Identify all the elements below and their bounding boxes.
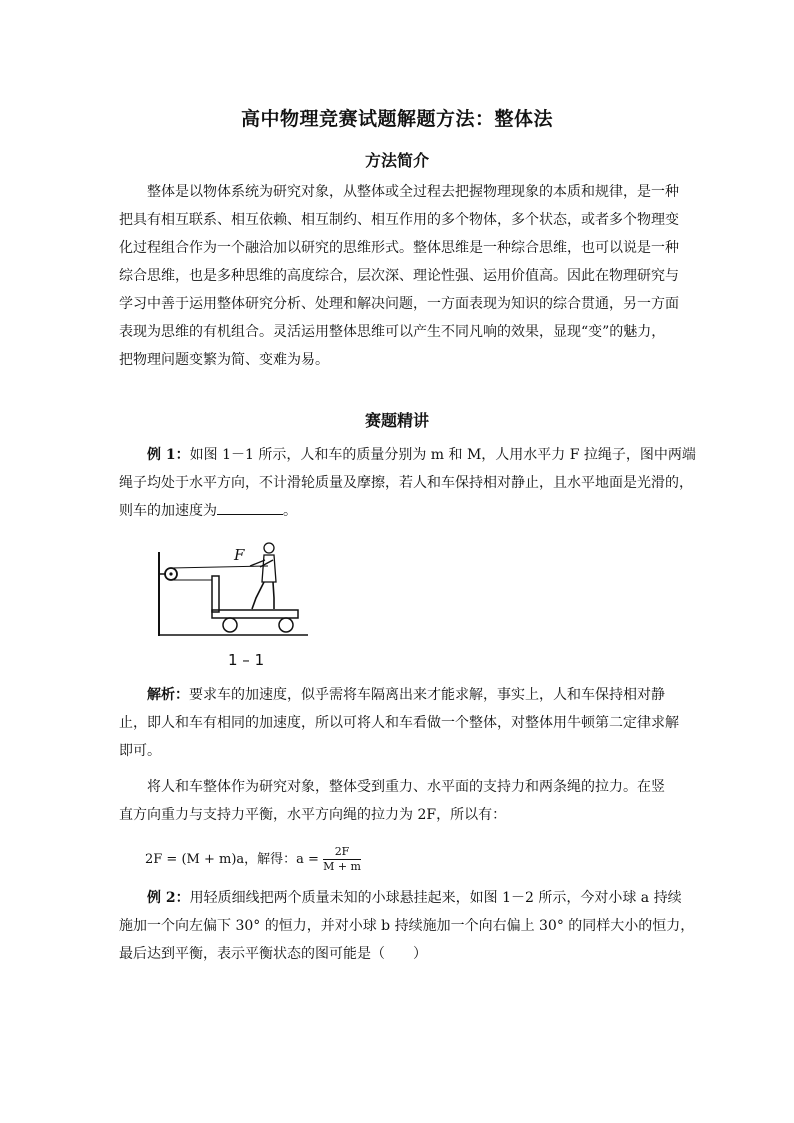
example-1 [119, 441, 696, 525]
answer-blank [217, 498, 283, 515]
rope-upper [171, 566, 268, 568]
intro-line: 综合思维，也是多种思维的高度综合，层次深、理论性强、运用价值高。因此在物理研究与 [119, 268, 679, 284]
page-title: 高中物理竞赛试题解题方法：整体法 [240, 108, 553, 130]
example-2-label: 例 2： [147, 890, 190, 906]
solution-line: 止，即人和车有相同的加速度，所以可将人和车看做一个整体，对整体用牛顿第二定律求解 [119, 715, 679, 731]
analysis-paragraph [119, 773, 679, 829]
section-heading-method: 方法简介 [364, 151, 429, 170]
force-label: F [234, 546, 245, 564]
cart-platform [212, 610, 298, 618]
example-1-line: 如图 1－1 所示，人和车的质量分别为 m 和 M，人用水平力 F 拉绳子，图中两端 [189, 447, 696, 463]
example-1-end: 。 [283, 503, 297, 519]
example-1-label: 例 1： [147, 447, 190, 463]
solution-paragraph [119, 681, 679, 765]
solution-line: 要求车的加速度，似乎需将车隔离出来才能求解，事实上，人和车保持相对静 [189, 687, 665, 703]
intro-line: 把具有相互联系、相互依赖、相互制约、相互作用的多个物体，多个状态，或者多个物理变 [119, 212, 679, 228]
intro-line: 把物理问题变繁为简、变难为易。 [119, 352, 329, 368]
equation-denominator: M + m [323, 860, 361, 873]
wheel-icon [223, 618, 237, 632]
analysis-line: 直方向重力与支持力平衡，水平方向绳的拉力为 2F，所以有： [119, 807, 507, 823]
example-2-line: 施加一个向左偏下 30° 的恒力，并对小球 b 持续施加一个向右偏上 30° 的同样大小的恒力， [119, 918, 695, 934]
cart-post [212, 576, 219, 612]
example-2-line: 最后达到平衡，表示平衡状态的图可能是（ ） [119, 946, 427, 962]
solution-line: 即可。 [119, 743, 161, 759]
equation-numerator: 2F [323, 845, 361, 860]
intro-line: 整体是以物体系统为研究对象，从整体或全过程去把握物理现象的本质和规律，是一种 [147, 184, 679, 200]
analysis-line: 将人和车整体作为研究对象，整体受到重力、水平面的支持力和两条绳的拉力。在竖 [147, 779, 665, 795]
example-1-line: 绳子均处于水平方向，不计滑轮质量及摩擦，若人和车保持相对静止，且水平地面是光滑的， [119, 475, 693, 491]
figure-1-1-caption: 1 – 1 [228, 651, 265, 669]
equation [145, 845, 361, 875]
equation-left: 2F = (M + m)a，解得：a = [145, 852, 319, 867]
intro-line: 表现为思维的有机组合。灵活运用整体思维可以产生不同凡响的效果，显现“变”的魅力， [119, 324, 666, 340]
intro-line: 学习中善于运用整体研究分析、处理和解决问题，一方面表现为知识的综合贯通，另一方面 [119, 296, 679, 312]
intro-paragraph [119, 178, 679, 374]
equation-fraction [323, 845, 361, 874]
person-body-icon [262, 555, 276, 582]
example-1-line: 则车的加速度为 [119, 503, 217, 519]
wheel-icon [279, 618, 293, 632]
solution-label: 解析： [147, 687, 189, 703]
example-2 [119, 884, 695, 968]
person-head-icon [264, 543, 274, 553]
section-heading-problems: 赛题精讲 [364, 411, 429, 430]
intro-line: 化过程组合作为一个融洽加以研究的思维形式。整体思维是一种综合思维，也可以说是一种 [119, 240, 679, 256]
example-2-line: 用轻质细线把两个质量未知的小球悬挂起来，如图 1－2 所示，今对小球 a 持续 [189, 890, 682, 906]
